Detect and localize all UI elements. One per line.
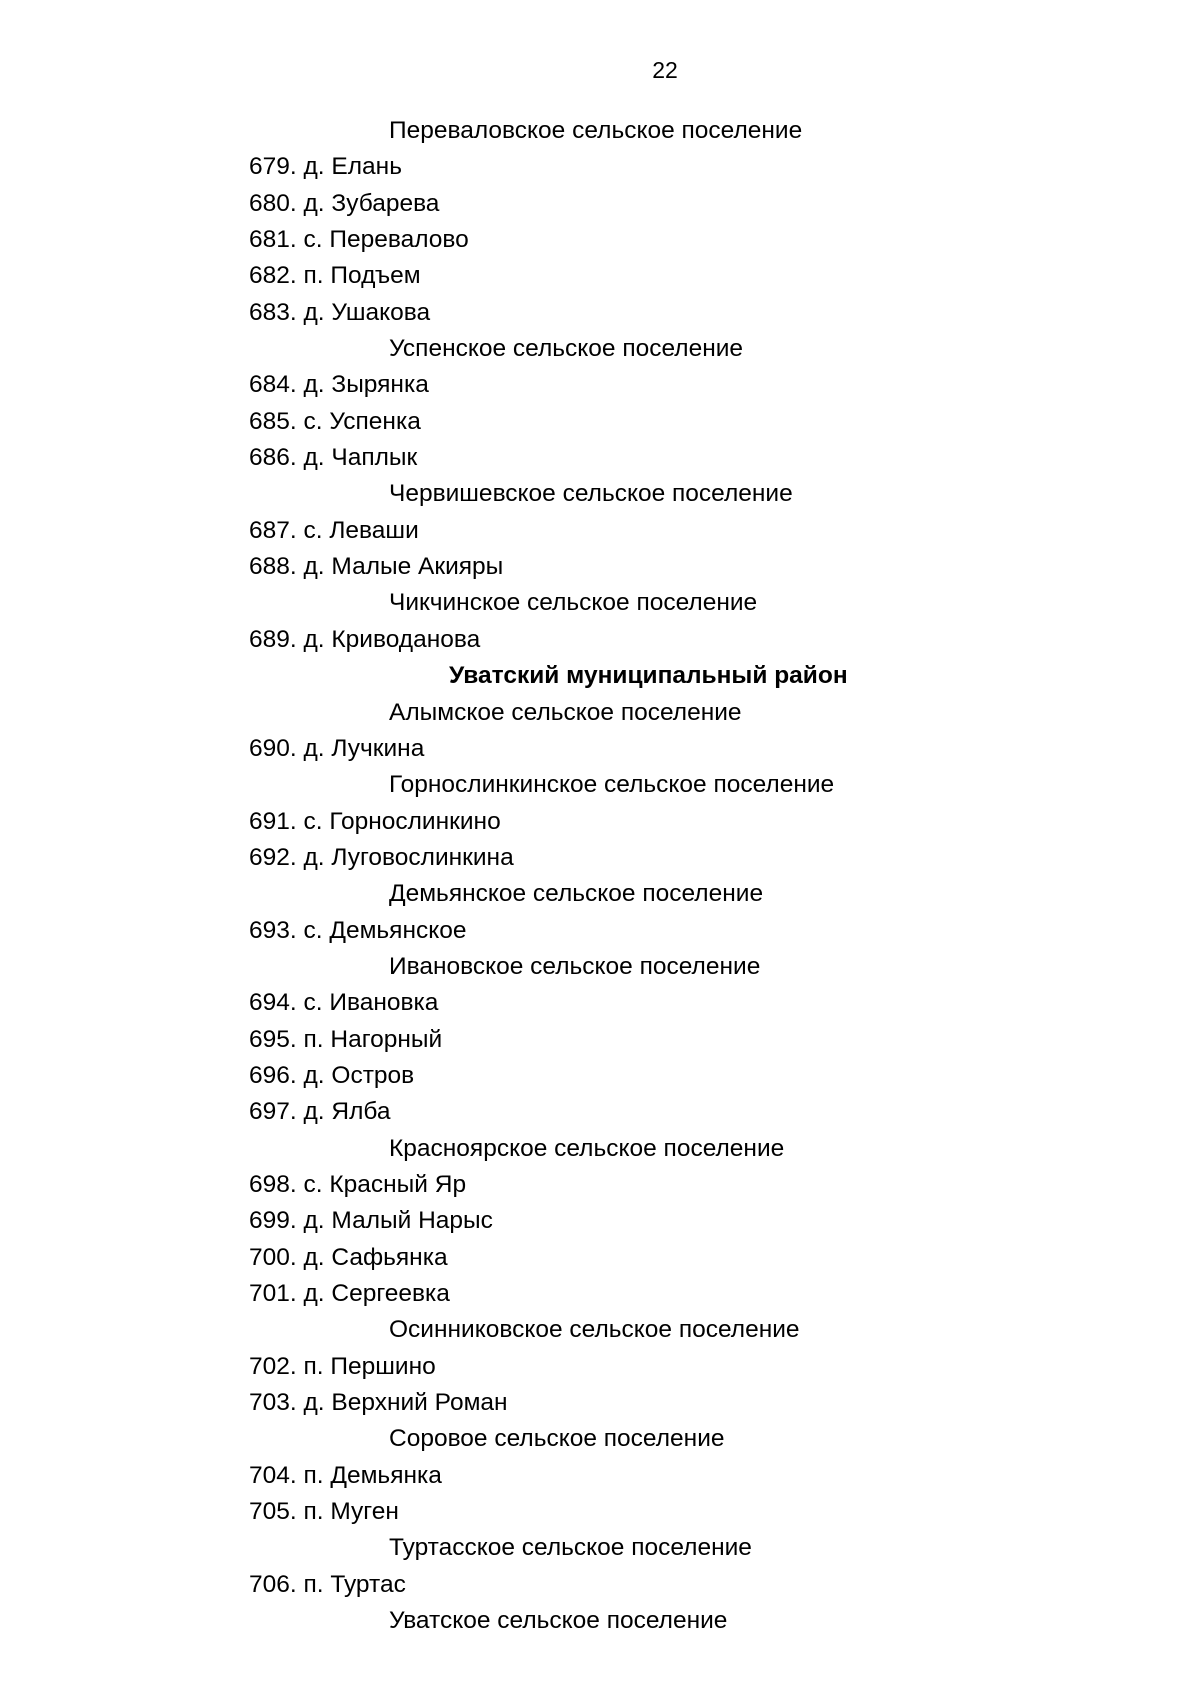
locality-item: 683. д. Ушакова <box>249 298 431 326</box>
locality-item: 689. д. Криводанова <box>249 625 481 653</box>
locality-item: 702. п. Першино <box>249 1352 436 1380</box>
locality-item: 695. п. Нагорный <box>249 1025 443 1053</box>
settlement-heading: Демьянское сельское поселение <box>389 880 764 908</box>
settlement-heading: Уватское сельское поселение <box>389 1607 728 1635</box>
locality-item: 681. с. Перевалово <box>249 226 469 254</box>
settlement-heading: Переваловское сельское поселение <box>389 117 803 144</box>
locality-item: 687. с. Леваши <box>249 516 419 544</box>
locality-item: 701. д. Сергеевка <box>249 1280 450 1307</box>
settlement-list <box>249 113 1149 1639</box>
locality-item: 685. с. Успенка <box>249 407 421 435</box>
locality-item: 693. с. Демьянское <box>249 916 467 944</box>
settlement-heading: Соровое сельское поселение <box>389 1425 725 1453</box>
settlement-heading: Чикчинское сельское поселение <box>389 589 758 617</box>
locality-item: 696. д. Остров <box>249 1061 415 1089</box>
locality-item: 697. д. Ялба <box>249 1098 391 1126</box>
locality-item: 705. п. Муген <box>249 1498 399 1526</box>
locality-item: 694. с. Ивановка <box>249 989 439 1017</box>
locality-item: 686. д. Чаплык <box>249 444 418 472</box>
locality-item: 699. д. Малый Нарыс <box>249 1207 493 1235</box>
settlement-heading: Ивановское сельское поселение <box>389 952 761 980</box>
settlement-heading: Успенское сельское поселение <box>389 335 744 363</box>
locality-item: 688. д. Малые Акияры <box>249 553 504 581</box>
locality-item: 690. д. Лучкина <box>249 734 425 762</box>
settlement-heading: Красноярское сельское поселение <box>389 1134 785 1162</box>
locality-item: 684. д. Зырянка <box>249 371 429 399</box>
district-heading: Уватский муниципальный район <box>449 662 848 690</box>
locality-item: 692. д. Луговослинкина <box>249 843 514 871</box>
settlement-heading: Осинниковское сельское поселение <box>389 1316 800 1344</box>
locality-item: 703. д. Верхний Роман <box>249 1389 508 1417</box>
page-number: 22 <box>652 57 678 83</box>
settlement-heading: Алымское сельское поселение <box>389 698 742 726</box>
settlement-heading: Горнослинкинское сельское поселение <box>389 771 835 799</box>
settlement-heading: Туртасское сельское поселение <box>389 1534 752 1562</box>
locality-item: 698. с. Красный Яр <box>249 1170 467 1198</box>
locality-item: 679. д. Елань <box>249 153 402 181</box>
locality-item: 706. п. Туртас <box>249 1570 406 1598</box>
locality-item: 680. д. Зубарева <box>249 189 440 217</box>
locality-item: 704. п. Демьянка <box>249 1461 442 1489</box>
locality-item: 700. д. Сафьянка <box>249 1243 448 1271</box>
locality-item: 691. с. Горнослинкино <box>249 807 501 835</box>
locality-item: 682. п. Подъем <box>249 262 421 290</box>
settlement-heading: Червишевское сельское поселение <box>389 480 793 508</box>
